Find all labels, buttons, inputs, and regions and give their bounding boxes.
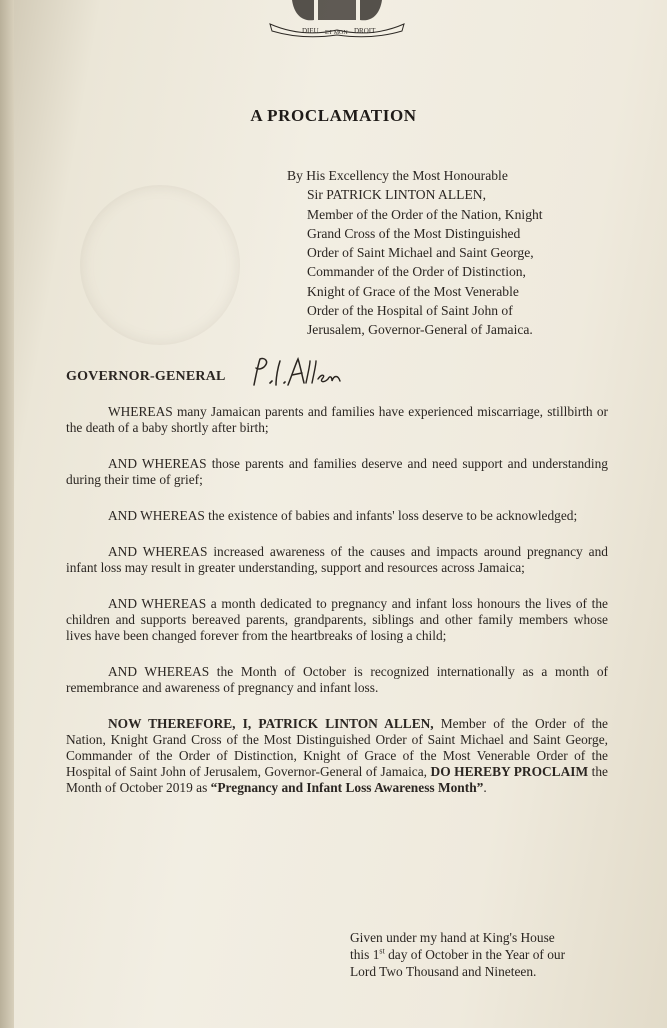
excellency-line: Commander of the Order of Distinction,	[307, 264, 526, 280]
whereas-paragraph: AND WHEREAS those parents and families deserve and need support and understanding during their time of grief;	[66, 456, 608, 487]
given-line-part: this 1	[350, 947, 380, 962]
excellency-block	[287, 166, 587, 340]
svg-text:DROIT: DROIT	[354, 27, 376, 35]
page-edge	[0, 0, 14, 1028]
awareness-month-title: “Pregnancy and Infant Loss Awareness Month”	[210, 780, 484, 795]
excellency-line: Sir PATRICK LINTON ALLEN,	[307, 187, 486, 203]
do-hereby-proclaim: DO HEREBY PROCLAIM	[430, 764, 589, 779]
proclamation-body	[66, 404, 608, 816]
excellency-line: Grand Cross of the Most Distinguished	[307, 225, 521, 241]
proclaim-month-text: the Month of October 2019 as	[66, 764, 608, 795]
whereas-paragraph: AND WHEREAS the Month of October is recognized internationally as a month of remembrance and awareness of pregnancy and infant loss.	[66, 664, 608, 695]
governor-general-signature	[248, 355, 348, 391]
given-line: Lord Two Thousand and Nineteen.	[350, 964, 537, 979]
proclaim-middle-text: Member of the Order of the Nation, Knight Grand Cross of the Most Distinguished Order of Saint Michael and Saint George, Commander of the Order of Distinction, Knight of Grace of the Most Venerable Order of the Hospital of Saint John of Jerusalem, Governor-General of Jamaica,	[66, 716, 608, 779]
given-line	[350, 946, 610, 963]
svg-text:DIEU: DIEU	[302, 27, 319, 35]
coat-of-arms-icon	[262, 0, 412, 38]
excellency-line: Jerusalem, Governor-General of Jamaica.	[307, 322, 533, 338]
ordinal-suffix: st	[379, 946, 385, 956]
excellency-line: Member of the Order of the Nation, Knight	[307, 206, 543, 222]
given-line-part: day of October in the Year of our	[384, 947, 566, 962]
page-title: A PROCLAMATION	[250, 106, 417, 125]
svg-text:ET MON: ET MON	[325, 30, 348, 36]
whereas-paragraph: AND WHEREAS the existence of babies and infants' loss deserve to be acknowledged;	[108, 508, 578, 523]
given-line: Given under my hand at King's House	[350, 930, 555, 945]
whereas-paragraph: WHEREAS many Jamaican parents and families have experienced miscarriage, stillbirth or the death of a baby shortly after birth;	[66, 404, 608, 435]
proclaim-end: .	[483, 780, 487, 795]
excellency-line: Knight of Grace of the Most Venerable	[307, 283, 519, 299]
whereas-paragraph: AND WHEREAS a month dedicated to pregnancy and infant loss honours the lives of the children and supports bereaved parents, grandparents, siblings and other family members whose lives have been changed forever from the heartbreaks of losing a child;	[66, 596, 608, 643]
governor-general-label: GOVERNOR-GENERAL	[66, 369, 226, 384]
excellency-line: By His Excellency the Most Honourable	[287, 168, 508, 183]
proclaimer-name: NOW THEREFORE, I, PATRICK LINTON ALLEN,	[108, 716, 434, 731]
embossed-seal	[80, 185, 240, 345]
excellency-line: Order of the Hospital of Saint John of	[307, 303, 513, 319]
whereas-paragraph: AND WHEREAS increased awareness of the causes and impacts around pregnancy and infant loss may result in greater understanding, support and resources across Jamaica;	[66, 544, 608, 575]
proclamation-paragraph	[66, 716, 608, 796]
excellency-line: Order of Saint Michael and Saint George,	[307, 245, 534, 261]
given-under-hand-block	[350, 929, 610, 980]
